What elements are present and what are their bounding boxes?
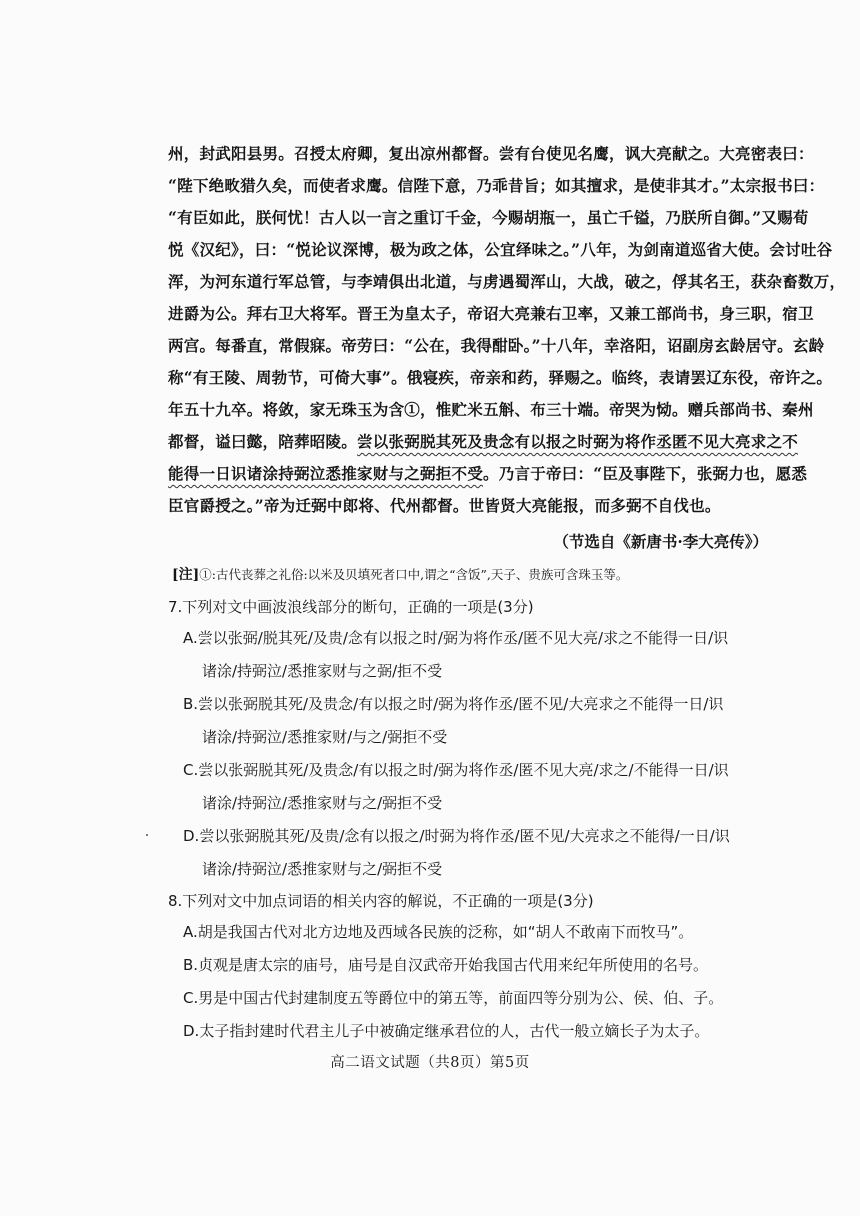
- question-7-option-c-cont: 诸涂/持弼泣/悉推家财与之/弼拒不受: [202, 794, 443, 812]
- passage-line: 年五十九卒。将敛，家无珠玉为含①，惟贮米五斛、布三十端。帝哭为恸。赠兵部尚书、秦州: [168, 400, 814, 419]
- question-8-option-d[interactable]: D.太子指封建时代君主儿子中被确定继承君位的人，古代一般立嫡长子为太子。: [183, 1022, 710, 1040]
- passage-text: 都督，谥曰懿，陪葬昭陵。: [168, 432, 358, 451]
- question-7-stem: 7.下列对文中画波浪线部分的断句，正确的一项是(3分): [168, 598, 534, 616]
- passage-line: 进爵为公。拜右卫大将军。晋王为皇太子，帝诏大亮兼右卫率，又兼工部尚书，身三职，宿卫: [168, 304, 814, 323]
- wavy-underlined-text: 能得一日识诸涂持弼泣悉推家财与之弼拒不受: [168, 464, 484, 483]
- passage-line: 浑，为河东道行军总管，与李靖俱出北道，与虏遇蜀浑山，大战，破之，俘其名王，获杂畜数万，: [168, 272, 846, 291]
- passage-line: 两宫。每番直，常假寐。帝劳曰：“公在，我得酣卧。”十八年，幸洛阳，诏副房玄龄居守。玄龄: [168, 336, 825, 355]
- passage-line: 悦《汉纪》，曰：“悦论议深博，极为政之体，公宜绎味之。”八年，为剑南道巡省大使。会讨吐谷: [168, 240, 833, 259]
- scan-speck: [146, 834, 148, 836]
- passage-line: 臣官爵授之。”帝为迁弼中郎将、代州都督。世皆贤大亮能报，而多弼不自伐也。: [168, 496, 721, 515]
- question-7-option-a-cont: 诸涂/持弼泣/悉推家财与之弼/拒不受: [202, 662, 443, 680]
- question-7-option-c[interactable]: C.尝以张弼脱其死/及贵念/有以报之时/弼为将作丞/匿不见大亮/求之/不能得一日/识: [183, 761, 729, 779]
- passage-line: “陛下绝畋猎久矣，而使者求鹰。信陛下意，乃乖昔旨；如其擅求，是使非其才。”太宗报书曰：: [168, 176, 825, 195]
- passage-source: （节选自《新唐书·李大亮传》）: [553, 532, 768, 551]
- question-7-option-d[interactable]: D.尝以张弼脱其死/及贵/念有以报之/时弼为将作丞/匿不见/大亮求之不能得/一日/识: [183, 827, 730, 845]
- passage-line: 称“有王陵、周勃节，可倚大事”。俄寝疾，帝亲和药，驿赐之。临终，表请罢辽东役，帝许之。: [168, 368, 833, 387]
- passage-line: “有臣如此，朕何忧！古人以一言之重订千金，今赐胡瓶一，虽亡千镒，乃朕所自御。”又赐荀: [168, 208, 809, 227]
- wavy-underlined-text: 尝以张弼脱其死及贵念有以报之时弼为将作丞匿不见大亮求之不: [357, 432, 799, 451]
- questions-section: [168, 592, 778, 1048]
- passage-line: 州，封武阳县男。召授太府卿，复出凉州都督。尝有台使见名鹰，讽大亮献之。大亮密表曰：: [168, 144, 814, 163]
- question-8-option-a[interactable]: A.胡是我国古代对北方边地及西域各民族的泛称，如“胡人不敢南下而牧马”。: [183, 923, 694, 941]
- footnote-text: ①:古代丧葬之礼俗:以米及贝填死者口中,谓之“含饭”,天子、贵族可含珠玉等。: [199, 567, 629, 582]
- page-footer: 高二语文试题（共8页）第5页: [330, 1055, 530, 1071]
- footnote-tag: [注]: [172, 567, 200, 583]
- footnote: [168, 564, 768, 586]
- question-8-option-c[interactable]: C.男是中国古代封建制度五等爵位中的第五等，前面四等分别为公、侯、伯、子。: [183, 989, 724, 1007]
- passage-line-wavy-end: [168, 458, 808, 490]
- passage-text: 。乃言于帝曰：“臣及事陛下，张弼力也，愿悉: [483, 464, 808, 483]
- question-7-option-a[interactable]: A.尝以张弼/脱其死/及贵/念有以报之时/弼为将作丞/匿不见大亮/求之不能得一日/识: [183, 629, 729, 647]
- question-7-option-d-cont: 诸涂/持弼泣/悉推家财与之/弼拒不受: [202, 860, 443, 878]
- passage-line-wavy-start: [168, 426, 799, 458]
- question-8-stem: 8.下列对文中加点词语的相关内容的解说，不正确的一项是(3分): [168, 892, 594, 910]
- question-8-option-b[interactable]: B.贞观是唐太宗的庙号，庙号是自汉武帝开始我国古代用来纪年所使用的名号。: [183, 956, 709, 974]
- reading-passage: [168, 138, 846, 586]
- question-7-option-b[interactable]: B.尝以张弼脱其死/及贵念/有以报之时/弼为将作丞/匿不见/大亮求之不能得一日/识: [183, 695, 724, 713]
- question-7-option-b-cont: 诸涂/持弼泣/悉推家财/与之/弼拒不受: [202, 728, 448, 746]
